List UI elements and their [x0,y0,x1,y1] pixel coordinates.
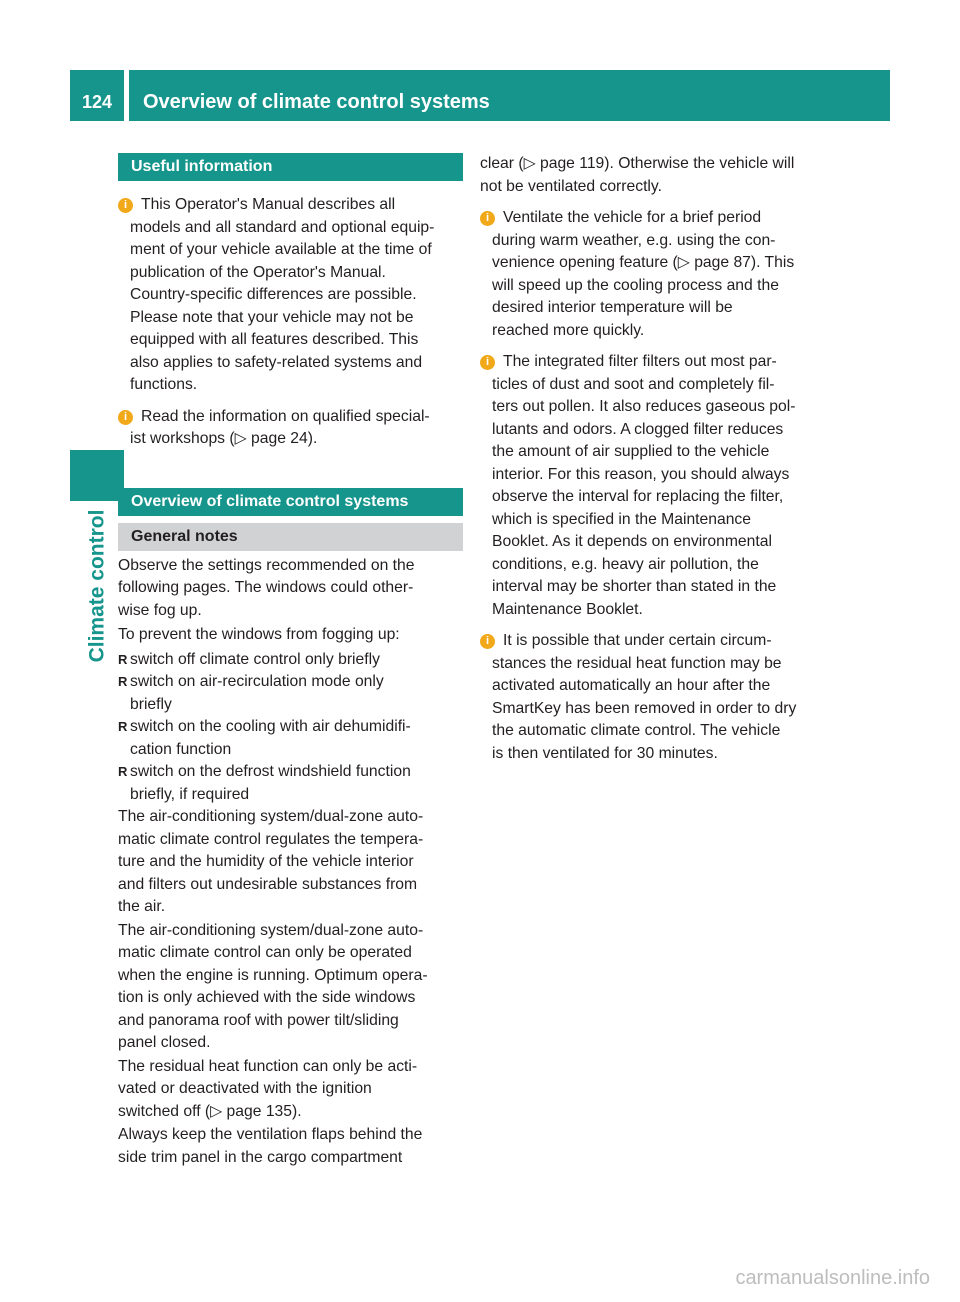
info-icon: i [118,410,133,425]
right-column [480,153,820,765]
note-line: is then ventilated for 30 minutes. [492,744,718,762]
text-line: wise fog up. [118,601,202,619]
prevent-fogging-line: To prevent the windows from fogging up: [118,626,400,643]
bullet-icon: R [118,764,128,779]
bullet-icon: R [118,651,128,667]
note-line: interior. For this reason, you should always [492,465,790,483]
side-tab-label: Climate control [85,509,109,662]
note-line: which is specified in the Maintenance [492,510,751,528]
text-line: and panorama roof with power tilt/sliding [118,1011,399,1029]
note-line: ticles of dust and soot and completely fil- [492,375,775,393]
text-line: the air. [118,898,166,915]
text-line: not be ventilated correctly. [480,177,662,195]
list-item: briefly, if required [130,785,250,803]
list-item: switch on the cooling with air dehumidifi- [130,718,411,735]
bullet-list [118,649,463,807]
note-line: publication of the Operator's Manual. [130,263,386,281]
note-line: Maintenance Booklet. [492,600,643,618]
text-line: vated or deactivated with the ignition [118,1080,372,1097]
paragraph [118,806,463,919]
bullet-icon: R [118,719,128,734]
note-line: stances the residual heat function may be [492,654,782,672]
list-item: briefly [130,695,172,713]
info-icon: i [480,355,495,370]
paragraph [118,1056,463,1124]
left-column [118,153,463,1169]
note-line: SmartKey has been removed in order to dry [492,699,797,717]
info-note [118,406,463,451]
note-line: interval may be shorter than stated in the [492,578,777,595]
note-line: It is possible that under certain circum- [503,632,772,649]
note-line: will speed up the cooling process and the [492,276,779,294]
list-item: switch on the defrost windshield function [130,763,411,780]
side-tab [70,509,124,662]
note-line: also applies to safety-related systems and [130,353,423,371]
list-item: switch on air-recirculation mode only [130,673,384,690]
text-line: Observe the settings recommended on the [118,556,415,574]
note-line: Ventilate the vehicle for a brief period [503,209,762,226]
note-line: reached more quickly. [492,321,645,339]
text-line: matic climate control regulates the tempera- [118,830,424,848]
note-line: Country-specific differences are possible. [130,286,417,303]
note-line: Booklet. As it depends on environmental [492,533,772,550]
note-line: ment of your vehicle available at the time of [130,241,432,258]
info-note [480,207,820,342]
note-line: models and all standard and optional equip- [130,218,435,236]
page-number: 124 [70,70,124,121]
text-line: clear (▷ page 119). Otherwise the vehicle will [480,155,795,172]
text-line: when the engine is running. Optimum opera- [118,966,428,984]
note-line: desired interior temperature will be [492,299,733,316]
list-item: cation function [130,740,232,758]
text-line: The residual heat function can only be acti- [118,1057,418,1075]
note-line: This Operator's Manual describes all [141,196,396,213]
paragraph [118,1124,463,1169]
text-line: ture and the humidity of the vehicle interior [118,853,414,870]
note-line: observe the interval for replacing the filter, [492,488,784,505]
bullet-icon: R [118,674,128,689]
note-line: conditions, e.g. heavy air pollution, the [492,555,759,573]
text-line: side trim panel in the cargo compartment [118,1148,403,1166]
page-header-title: Overview of climate control systems [129,70,890,121]
info-note [480,351,820,621]
text-line: switched off (▷ page 135). [118,1102,302,1120]
text-line: matic climate control can only be operated [118,944,412,961]
text-line: The air-conditioning system/dual-zone auto- [118,808,424,825]
text-line: tion is only achieved with the side windows [118,989,416,1006]
note-line: the automatic climate control. The vehicle [492,722,781,739]
info-icon: i [480,634,495,649]
note-line: Read the information on qualified special- [141,407,430,425]
section-heading-useful-information: Useful information [118,153,463,181]
info-icon: i [480,211,495,226]
note-line: lutants and odors. A clogged filter reduces [492,420,784,438]
text-line: panel closed. [118,1034,211,1051]
section-heading-overview: Overview of climate control systems [118,488,463,516]
side-tab-block [70,450,124,501]
list-item: switch off climate control only briefly [130,650,380,668]
note-line: activated automatically an hour after the [492,677,771,694]
note-line: equipped with all features described. This [130,331,419,348]
continuation-paragraph [480,153,820,198]
note-line: functions. [130,376,198,393]
note-line: The integrated filter filters out most par- [503,353,777,370]
text-line: Always keep the ventilation flaps behind the [118,1126,423,1143]
paragraph [118,920,463,1055]
subsection-heading-general-notes: General notes [118,523,463,551]
note-line: ters out pollen. It also reduces gaseous pol- [492,398,796,415]
info-note [118,194,463,397]
text-line: following pages. The windows could other- [118,579,414,596]
note-line: ist workshops (▷ page 24). [130,430,318,447]
note-line: during warm weather, e.g. using the con- [492,231,776,249]
text-line: and filters out undesirable substances from [118,875,418,893]
info-note [480,630,820,765]
note-line: the amount of air supplied to the vehicle [492,443,770,460]
intro-paragraph [118,555,463,623]
info-icon: i [118,198,133,213]
note-line: Please note that your vehicle may not be [130,308,414,326]
watermark: carmanualsonline.info [735,1267,930,1289]
note-line: venience opening feature (▷ page 87). This [492,254,795,271]
text-line: The air-conditioning system/dual-zone auto- [118,921,424,939]
